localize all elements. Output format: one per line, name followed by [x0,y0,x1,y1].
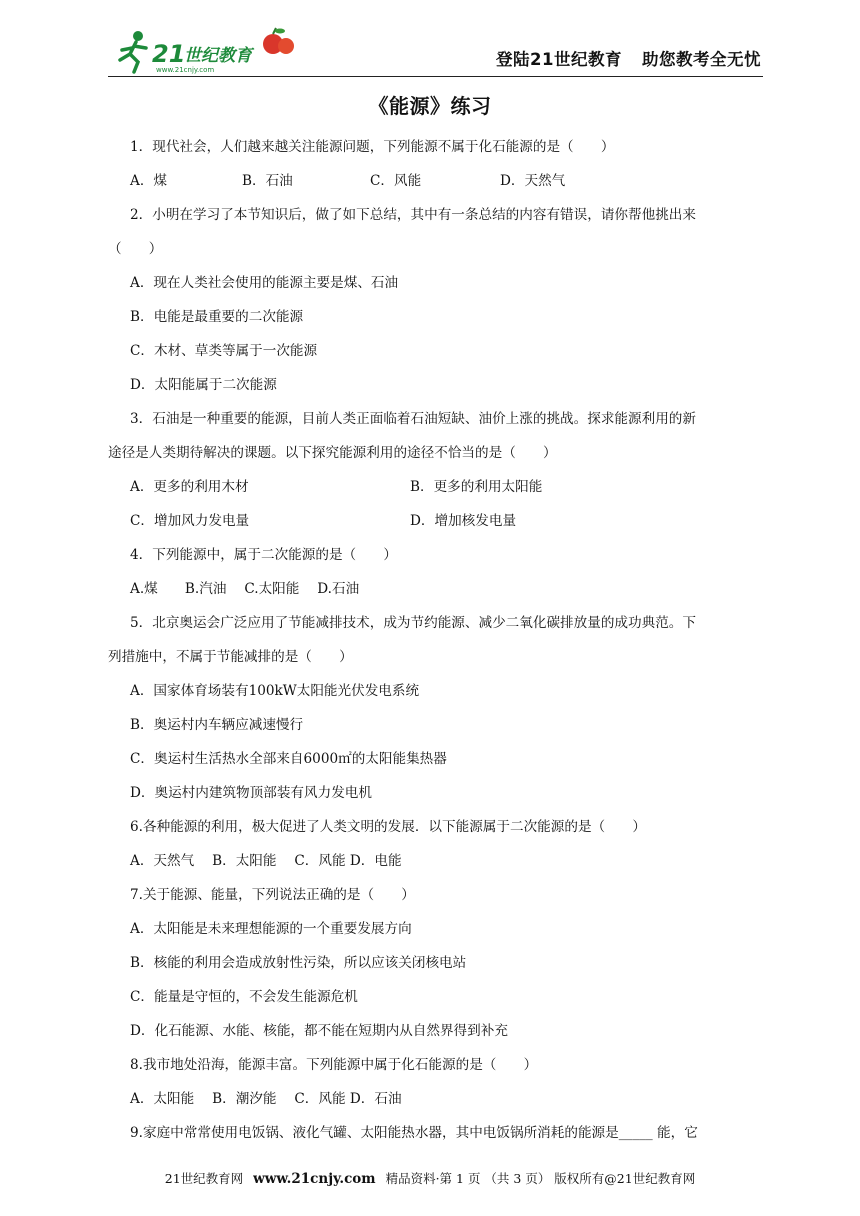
runner-icon [120,31,146,72]
option: A．更多的利用木材 [130,479,249,495]
svg-text:www.21cnjy.com: www.21cnjy.com [156,66,215,74]
page-title: 《能源》练习 [368,94,492,118]
question-stem: 5．北京奥运会广泛应用了节能减排技术，成为节约能源、减少二氧化碳排放量的成功典范。下 [130,615,696,631]
option: C．能量是守恒的，不会发生能源危机 [130,989,358,1005]
option: B．更多的利用太阳能 [410,479,543,495]
question-options: A．天然气 B．太阳能 C．风能 D．电能 [130,853,402,869]
question-stem-cont: （ ） [108,241,163,257]
footer-url[interactable]: www.21cnjy.com [253,1171,376,1187]
question-stem: 8.我市地处沿海，能源丰富。下列能源中属于化石能源的是（ ） [130,1057,538,1073]
option: B．石油 [242,173,293,189]
apple-icon [263,28,294,54]
option: D．太阳能属于二次能源 [130,377,277,393]
page-header [108,20,763,77]
option: A．煤 [130,173,168,189]
slogan-left: 登陆21世纪教育 [496,50,622,69]
option: D．增加核发电量 [410,513,517,529]
question-options: A．太阳能 B．潮汐能 C．风能 D．石油 [130,1091,402,1107]
question-options: A.煤 B.汽油 C.太阳能 D.石油 [130,581,360,597]
option: B．电能是最重要的二次能源 [130,309,304,325]
question-stem-cont: 列措施中，不属于节能减排的是（ ） [108,649,353,665]
question-stem: 7.关于能源、能量，下列说法正确的是（ ） [130,887,415,903]
option: B．核能的利用会造成放射性污染，所以应该关闭核电站 [130,955,467,971]
footer-site-name: 21世纪教育网 [164,1171,244,1186]
option: C．奥运村生活热水全部来自6000㎡的太阳能集热器 [130,751,447,767]
question-stem: 9.家庭中常常使用电饭锅、液化气罐、太阳能热水器，其中电饭锅所消耗的能源是_____ 能，它 [130,1125,698,1141]
option: D．天然气 [500,173,566,189]
question-stem: 2．小明在学习了本节知识后，做了如下总结，其中有一条总结的内容有错误，请你帮他挑出来 [130,207,696,223]
question-stem: 4．下列能源中，属于二次能源的是（ ） [130,547,397,563]
option: C．木材、草类等属于一次能源 [130,343,318,359]
question-stem-cont: 途径是人类期待解决的课题。以下探究能源利用的途径不恰当的是（ ） [108,445,557,461]
svg-text:世纪教育: 世纪教育 [184,46,252,66]
option: A．现在人类社会使用的能源主要是煤、石油 [130,275,399,291]
option: C．增加风力发电量 [130,513,250,529]
question-stem: 3．石油是一种重要的能源，目前人类正面临着石油短缺、油价上涨的挑战。探求能源利用的新 [130,411,696,427]
question-options [130,164,765,198]
header-slogan [496,46,761,70]
slogan-right: 助您教考全无忧 [642,50,761,69]
svg-text:21: 21 [152,40,186,68]
option: D．奥运村内建筑物顶部装有风力发电机 [130,785,372,801]
footer-page-info: 精品资料·第 1 页 （共 3 页） 版权所有@21世纪教育网 [385,1171,696,1186]
question-options [130,470,765,504]
option: A．太阳能是未来理想能源的一个重要发展方向 [130,921,412,937]
site-logo [108,26,308,74]
question-options [130,504,765,538]
question-list [108,130,765,1150]
option: D．化石能源、水能、核能，都不能在短期内从自然界得到补充 [130,1023,508,1039]
option: C．风能 [370,173,422,189]
page-footer [0,1169,860,1187]
question-stem: 1．现代社会，人们越来越关注能源问题，下列能源不属于化石能源的是（ ） [130,139,615,155]
question-stem: 6.各种能源的利用，极大促进了人类文明的发展．以下能源属于二次能源的是（ ） [130,819,646,835]
option: A．国家体育场装有100kW太阳能光伏发电系统 [130,683,420,699]
option: B．奥运村内车辆应减速慢行 [130,717,304,733]
